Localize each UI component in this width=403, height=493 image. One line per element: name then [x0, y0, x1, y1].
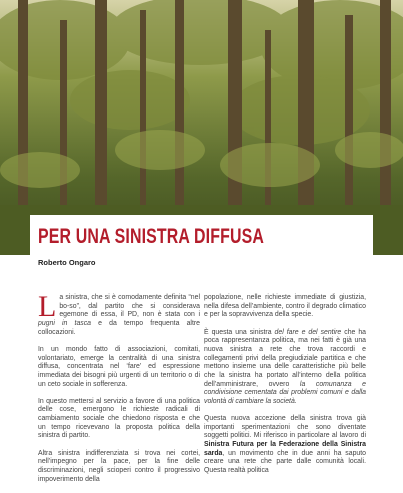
- text-run: Questa nuova accezione della sinistra trova già importanti sperimentazioni che sono diventate soggetti politici. Mi riferisco in particolare al lavoro di: [204, 415, 366, 440]
- paragraph: [38, 290, 200, 337]
- text-column-left: [38, 290, 200, 493]
- text-run-italic: la comunanza e condivisione cementata dai problemi comuni e dalla volontà di cambiare la società.: [204, 380, 366, 405]
- text-run: , un movimento che in due anni ha saputo creare una rete che parte dalle comunità locali. Questa realtà politica: [204, 449, 366, 474]
- paragraph: [204, 329, 366, 407]
- paragraph: In un mondo fatto di associazioni, comitati, volontariato, emerge la centralità di una sinistra diffusa, concentrata nel ‘fare’ ed espressione immediata dei bisogni più urgenti di un territorio o di un ceto sociale in sofferenza.: [38, 345, 200, 388]
- paragraph: popolazione, nelle richieste immediate di giustizia, nella difesa dell’ambiente, contro il degrado climatico e per la sopravvivenza della specie.: [204, 294, 366, 319]
- article-title: PER UNA SINISTRA DIFFUSA: [38, 224, 265, 248]
- text-run: e da tempo frequenta altre collocazioni.: [38, 319, 200, 336]
- paragraph: [204, 415, 366, 476]
- text-run: a sinistra, che si è comodamente definita “nel bo-so”, dal partito che si considerava egemone di essa, il PD, non è stata con i: [59, 294, 200, 319]
- text-run-italic: del fare e del sentire: [274, 328, 342, 336]
- text-run-bold: Sinistra Futura per la Federazione della Sinistra sarda: [204, 441, 366, 457]
- text-run: che ha poca rappresentanza politica, ma nei fatti è già una nuova sinistra a rete che trova raccordi e collegamenti privi della pregiudiziale partitica e che mettono insieme una delle caratteristiche più belle che la sinistra ha portato all’interno della politica dell’amministrare, ovvero: [204, 328, 367, 388]
- drop-cap: L: [38, 290, 57, 323]
- text-run-italic: pugni in tasca: [38, 319, 92, 327]
- paragraph: In questo mettersi al servizio a favore di una politica delle cose, emergono le richieste radicali di cambiamento sociale che chiedono risposta e che un tempo ricevevano la proposta politica della sinistra di partito.: [38, 397, 200, 440]
- article-author: Roberto Ongaro: [38, 258, 96, 267]
- paragraph: Altra sinistra indifferenziata si trova nei cortei, nell’impegno per la pace, per la fine delle discriminazioni, negli scioperi contro il progressivo impoverimento della: [38, 449, 200, 483]
- text-run: È questa una sinistra: [204, 328, 275, 336]
- text-column-right: [204, 294, 366, 484]
